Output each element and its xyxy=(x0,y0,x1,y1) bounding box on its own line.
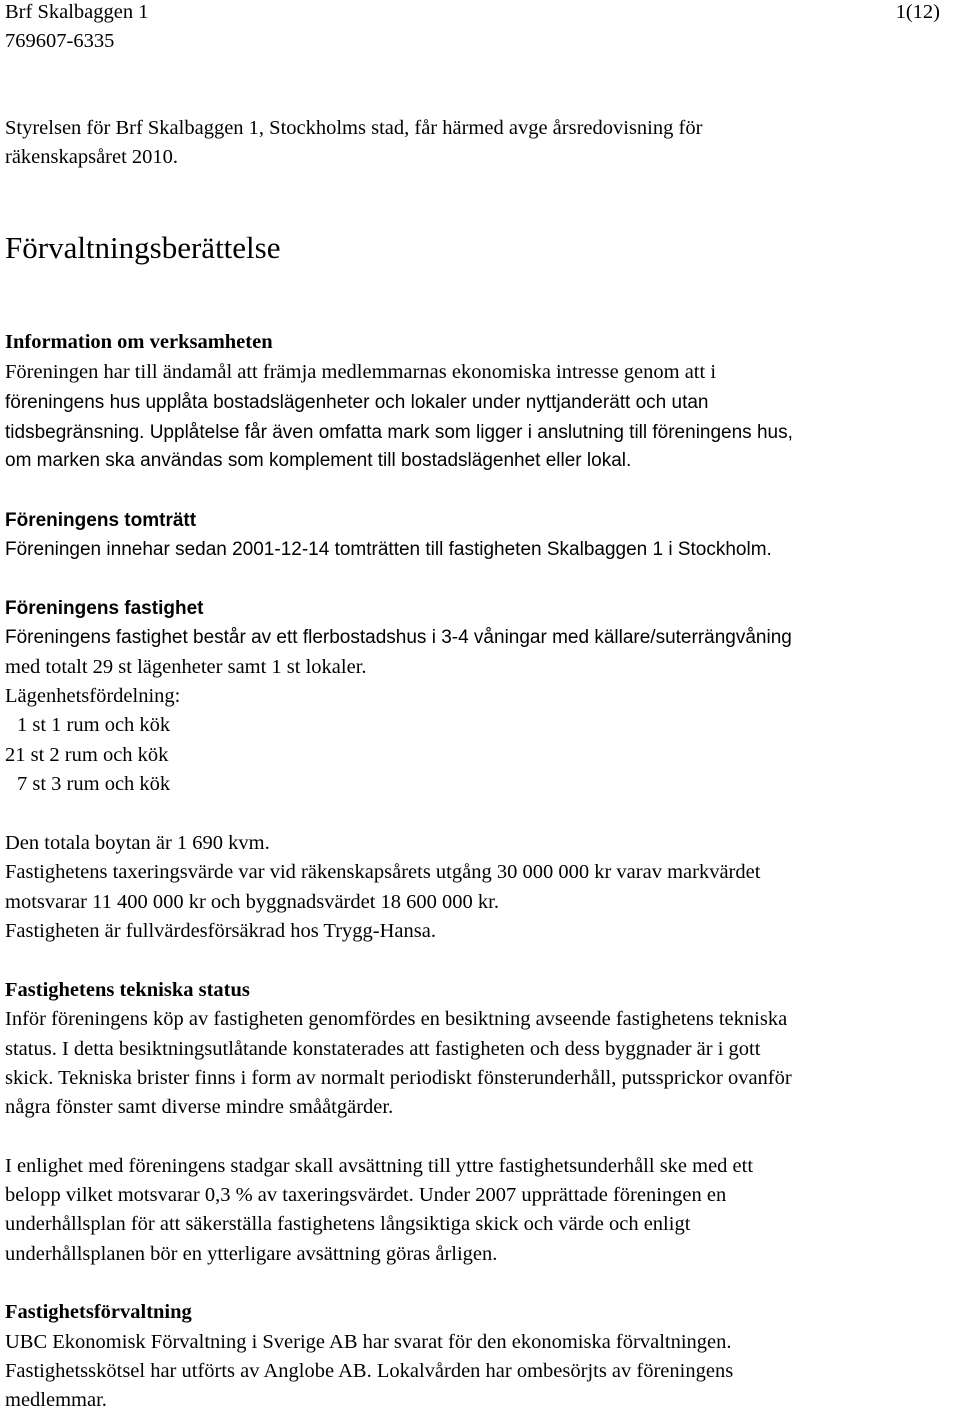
total-area: Den totala boytan är 1 690 kvm. xyxy=(5,832,270,854)
header-org-name: Brf Skalbaggen 1 xyxy=(5,1,149,23)
teknisk-line: status. I detta besiktningsutlåtande konstaterades att fastigheten och dess byggnader är i gott xyxy=(5,1038,761,1060)
fastighet-line: med totalt 29 st lägenheter samt 1 st lokaler. xyxy=(5,656,367,678)
page-title: Förvaltningsberättelse xyxy=(5,230,281,265)
forvaltning-line: Fastighetsskötsel har utförts av Anglobe AB. Lokalvården har ombesörjts av föreningens xyxy=(5,1360,734,1382)
teknisk-line: några fönster samt diverse mindre smååtgärder. xyxy=(5,1096,394,1118)
intro-line: räkenskapsåret 2010. xyxy=(5,146,179,168)
forvaltning-line: UBC Ekonomisk Förvaltning i Sverige AB har svarat för den ekonomiska förvaltningen. xyxy=(5,1331,732,1353)
value-line: motsvarar 11 400 000 kr och byggnadsvärdet 18 600 000 kr. xyxy=(5,891,500,913)
underhall-line: belopp vilket motsvarar 0,3 % av taxeringsvärdet. Under 2007 upprättade föreningen en xyxy=(5,1184,727,1206)
info-line: föreningens hus upplåta bostadslägenheter och lokaler under nyttjanderätt och utan xyxy=(5,392,709,413)
tomtratt-line: Föreningen innehar sedan 2001-12-14 tomträtten till fastigheten Skalbaggen 1 i Stockholm. xyxy=(5,539,772,560)
value-line: Fastigheten är fullvärdesförsäkrad hos Trygg-Hansa. xyxy=(5,920,436,942)
distribution-item: 21 st 2 rum och kök xyxy=(5,744,169,766)
section-heading-info: Information om verksamheten xyxy=(5,331,273,353)
value-line: Fastighetens taxeringsvärde var vid räkenskapsårets utgång 30 000 000 kr varav markvärdet xyxy=(5,861,761,883)
distribution-label: Lägenhetsfördelning: xyxy=(5,685,181,707)
info-line: Föreningen har till ändamål att främja medlemmarnas ekonomiska intresse genom att i xyxy=(5,361,717,383)
forvaltning-line: medlemmar. xyxy=(5,1389,107,1411)
underhall-line: underhållsplan för att säkerställa fastighetens långsiktiga skick och värde och enligt xyxy=(5,1213,691,1235)
teknisk-line: Inför föreningens köp av fastigheten genomfördes en besiktning avseende fastighetens tekniska xyxy=(5,1008,788,1030)
section-heading-forvaltning: Fastighetsförvaltning xyxy=(5,1301,192,1323)
info-line: om marken ska användas som komplement till bostadslägenhet eller lokal. xyxy=(5,450,632,471)
fastighet-line: Föreningens fastighet består av ett flerbostadshus i 3-4 våningar med källare/suterrängvåning xyxy=(5,627,792,648)
section-heading-teknisk: Fastighetens tekniska status xyxy=(5,979,250,1001)
info-line: tidsbegränsning. Upplåtelse får även omfatta mark som ligger i anslutning till föreningens hus, xyxy=(5,422,793,443)
underhall-line: I enlighet med föreningens stadgar skall avsättning till yttre fastighetsunderhåll ske med ett xyxy=(5,1155,754,1177)
header-org-number: 769607-6335 xyxy=(5,30,115,52)
intro-line: Styrelsen för Brf Skalbaggen 1, Stockholms stad, får härmed avge årsredovisning för xyxy=(5,117,703,139)
teknisk-line: skick. Tekniska brister finns i form av normalt periodiskt fönsterunderhåll, putssprickor ovanför xyxy=(5,1067,792,1089)
underhall-line: underhållsplanen bör en ytterligare avsättning göras årligen. xyxy=(5,1243,498,1265)
distribution-item: 7 st 3 rum och kök xyxy=(17,773,171,795)
distribution-item: 1 st 1 rum och kök xyxy=(17,714,171,736)
section-heading-fastighet: Föreningens fastighet xyxy=(5,598,204,619)
header-page-number: 1(12) xyxy=(895,1,940,23)
section-heading-tomtratt: Föreningens tomträtt xyxy=(5,510,197,531)
